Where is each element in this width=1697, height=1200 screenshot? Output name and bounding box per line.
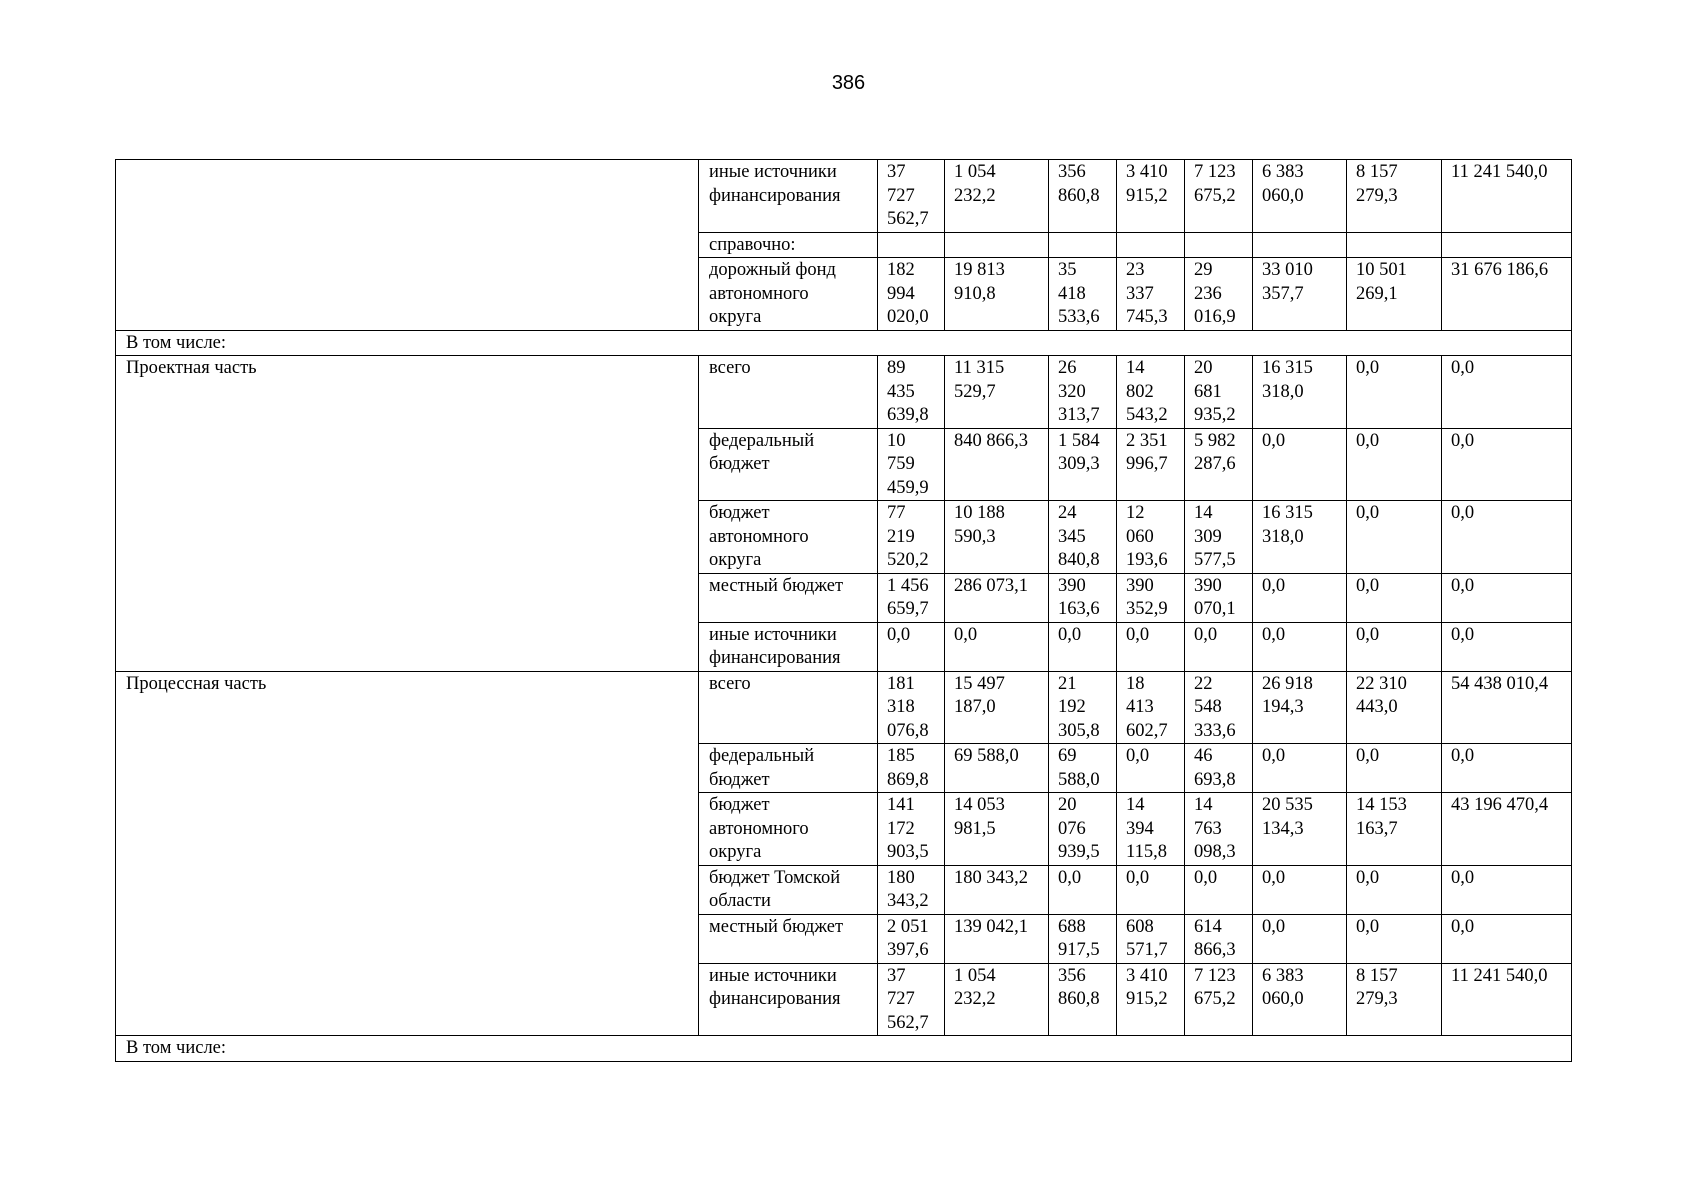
value-cell: 0,0 (1442, 356, 1572, 429)
value-cell: 14 802 543,2 (1117, 356, 1185, 429)
value-cell: 614 866,3 (1185, 914, 1253, 963)
value-cell: 0,0 (1347, 744, 1442, 793)
value-cell: 11 315 529,7 (945, 356, 1049, 429)
value-cell: 0,0 (1049, 865, 1117, 914)
value-cell: 182 994 020,0 (878, 258, 945, 331)
value-cell: 2 351 996,7 (1117, 428, 1185, 501)
value-cell: 0,0 (945, 622, 1049, 671)
section-header-cell: В том числе: (116, 1036, 1572, 1062)
value-cell: 26 320 313,7 (1049, 356, 1117, 429)
value-cell: 37 727 562,7 (878, 963, 945, 1036)
value-cell: 688 917,5 (1049, 914, 1117, 963)
value-cell: 0,0 (1347, 356, 1442, 429)
value-cell (1253, 232, 1347, 258)
value-cell: 11 241 540,0 (1442, 160, 1572, 233)
value-cell: 18 413 602,7 (1117, 671, 1185, 744)
value-cell: 14 053 981,5 (945, 793, 1049, 866)
page-number: 386 (831, 72, 866, 94)
value-cell: 0,0 (1117, 865, 1185, 914)
value-cell: 0,0 (1185, 622, 1253, 671)
value-cell: 0,0 (1253, 573, 1347, 622)
value-cell: 8 157 279,3 (1347, 963, 1442, 1036)
funding-source-cell: местный бюджет (699, 914, 878, 963)
funding-source-cell: федеральный бюджет (699, 428, 878, 501)
value-cell: 46 693,8 (1185, 744, 1253, 793)
value-cell: 20 076 939,5 (1049, 793, 1117, 866)
value-cell: 0,0 (1117, 622, 1185, 671)
value-cell: 3 410 915,2 (1117, 963, 1185, 1036)
value-cell: 0,0 (1253, 744, 1347, 793)
table-row (116, 671, 1572, 744)
value-cell: 0,0 (1117, 744, 1185, 793)
value-cell: 180 343,2 (878, 865, 945, 914)
funding-table (115, 159, 1572, 1062)
value-cell: 0,0 (878, 622, 945, 671)
value-cell: 0,0 (1253, 428, 1347, 501)
funding-source-cell: справочно: (699, 232, 878, 258)
funding-source-cell: местный бюджет (699, 573, 878, 622)
value-cell: 10 188 590,3 (945, 501, 1049, 574)
value-cell: 139 042,1 (945, 914, 1049, 963)
value-cell: 10 759 459,9 (878, 428, 945, 501)
value-cell: 24 345 840,8 (1049, 501, 1117, 574)
value-cell: 0,0 (1347, 428, 1442, 501)
value-cell: 608 571,7 (1117, 914, 1185, 963)
funding-source-cell: иные источники финансирования (699, 622, 878, 671)
value-cell: 390 352,9 (1117, 573, 1185, 622)
section-header-row (116, 1036, 1572, 1062)
value-cell: 16 315 318,0 (1253, 356, 1347, 429)
value-cell: 0,0 (1253, 914, 1347, 963)
value-cell: 20 535 134,3 (1253, 793, 1347, 866)
table-row (116, 160, 1572, 233)
value-cell: 2 051 397,6 (878, 914, 945, 963)
section-header-cell: В том числе: (116, 330, 1572, 356)
value-cell: 0,0 (1442, 744, 1572, 793)
value-cell (1185, 232, 1253, 258)
value-cell: 31 676 186,6 (1442, 258, 1572, 331)
value-cell: 54 438 010,4 (1442, 671, 1572, 744)
value-cell (1049, 232, 1117, 258)
value-cell: 7 123 675,2 (1185, 160, 1253, 233)
value-cell: 14 309 577,5 (1185, 501, 1253, 574)
funding-source-cell: бюджет автономного округа (699, 793, 878, 866)
value-cell: 69 588,0 (1049, 744, 1117, 793)
value-cell: 89 435 639,8 (878, 356, 945, 429)
value-cell: 0,0 (1185, 865, 1253, 914)
value-cell: 356 860,8 (1049, 963, 1117, 1036)
value-cell: 0,0 (1347, 501, 1442, 574)
funding-source-cell: федеральный бюджет (699, 744, 878, 793)
value-cell: 43 196 470,4 (1442, 793, 1572, 866)
value-cell: 6 383 060,0 (1253, 963, 1347, 1036)
value-cell: 15 497 187,0 (945, 671, 1049, 744)
value-cell: 0,0 (1347, 622, 1442, 671)
value-cell: 1 054 232,2 (945, 963, 1049, 1036)
value-cell: 69 588,0 (945, 744, 1049, 793)
value-cell: 14 394 115,8 (1117, 793, 1185, 866)
value-cell: 20 681 935,2 (1185, 356, 1253, 429)
value-cell: 3 410 915,2 (1117, 160, 1185, 233)
value-cell: 0,0 (1049, 622, 1117, 671)
value-cell: 33 010 357,7 (1253, 258, 1347, 331)
value-cell: 14 153 163,7 (1347, 793, 1442, 866)
section-name-cell (116, 160, 699, 331)
funding-source-cell: иные источники финансирования (699, 963, 878, 1036)
value-cell: 7 123 675,2 (1185, 963, 1253, 1036)
value-cell: 390 070,1 (1185, 573, 1253, 622)
value-cell: 14 763 098,3 (1185, 793, 1253, 866)
value-cell: 16 315 318,0 (1253, 501, 1347, 574)
value-cell: 35 418 533,6 (1049, 258, 1117, 331)
value-cell: 0,0 (1347, 865, 1442, 914)
value-cell (1442, 232, 1572, 258)
value-cell: 77 219 520,2 (878, 501, 945, 574)
value-cell: 0,0 (1253, 865, 1347, 914)
section-name-cell: Проектная часть (116, 356, 699, 672)
value-cell: 356 860,8 (1049, 160, 1117, 233)
value-cell: 0,0 (1442, 914, 1572, 963)
value-cell: 141 172 903,5 (878, 793, 945, 866)
value-cell (878, 232, 945, 258)
section-name-cell: Процессная часть (116, 671, 699, 1036)
value-cell: 21 192 305,8 (1049, 671, 1117, 744)
value-cell: 0,0 (1442, 622, 1572, 671)
value-cell: 10 501 269,1 (1347, 258, 1442, 331)
value-cell: 26 918 194,3 (1253, 671, 1347, 744)
value-cell: 11 241 540,0 (1442, 963, 1572, 1036)
section-header-row (116, 330, 1572, 356)
funding-source-cell: дорожный фонд автономного округа (699, 258, 878, 331)
value-cell: 1 456 659,7 (878, 573, 945, 622)
value-cell (945, 232, 1049, 258)
value-cell: 1 054 232,2 (945, 160, 1049, 233)
value-cell: 6 383 060,0 (1253, 160, 1347, 233)
value-cell: 1 584 309,3 (1049, 428, 1117, 501)
value-cell: 185 869,8 (878, 744, 945, 793)
value-cell: 0,0 (1347, 573, 1442, 622)
value-cell: 12 060 193,6 (1117, 501, 1185, 574)
funding-source-cell: бюджет автономного округа (699, 501, 878, 574)
value-cell: 286 073,1 (945, 573, 1049, 622)
value-cell: 29 236 016,9 (1185, 258, 1253, 331)
value-cell: 390 163,6 (1049, 573, 1117, 622)
value-cell: 0,0 (1442, 428, 1572, 501)
value-cell: 8 157 279,3 (1347, 160, 1442, 233)
funding-source-cell: бюджет Томской области (699, 865, 878, 914)
value-cell: 19 813 910,8 (945, 258, 1049, 331)
value-cell: 37 727 562,7 (878, 160, 945, 233)
funding-table-body (116, 160, 1572, 1062)
value-cell: 840 866,3 (945, 428, 1049, 501)
value-cell: 22 310 443,0 (1347, 671, 1442, 744)
value-cell: 0,0 (1442, 501, 1572, 574)
value-cell: 5 982 287,6 (1185, 428, 1253, 501)
value-cell: 0,0 (1442, 573, 1572, 622)
funding-source-cell: всего (699, 671, 878, 744)
value-cell: 180 343,2 (945, 865, 1049, 914)
value-cell: 23 337 745,3 (1117, 258, 1185, 331)
funding-source-cell: иные источники финансирования (699, 160, 878, 233)
value-cell: 0,0 (1347, 914, 1442, 963)
value-cell (1117, 232, 1185, 258)
value-cell: 0,0 (1253, 622, 1347, 671)
value-cell: 0,0 (1442, 865, 1572, 914)
funding-source-cell: всего (699, 356, 878, 429)
table-row (116, 356, 1572, 429)
value-cell: 181 318 076,8 (878, 671, 945, 744)
value-cell: 22 548 333,6 (1185, 671, 1253, 744)
value-cell (1347, 232, 1442, 258)
